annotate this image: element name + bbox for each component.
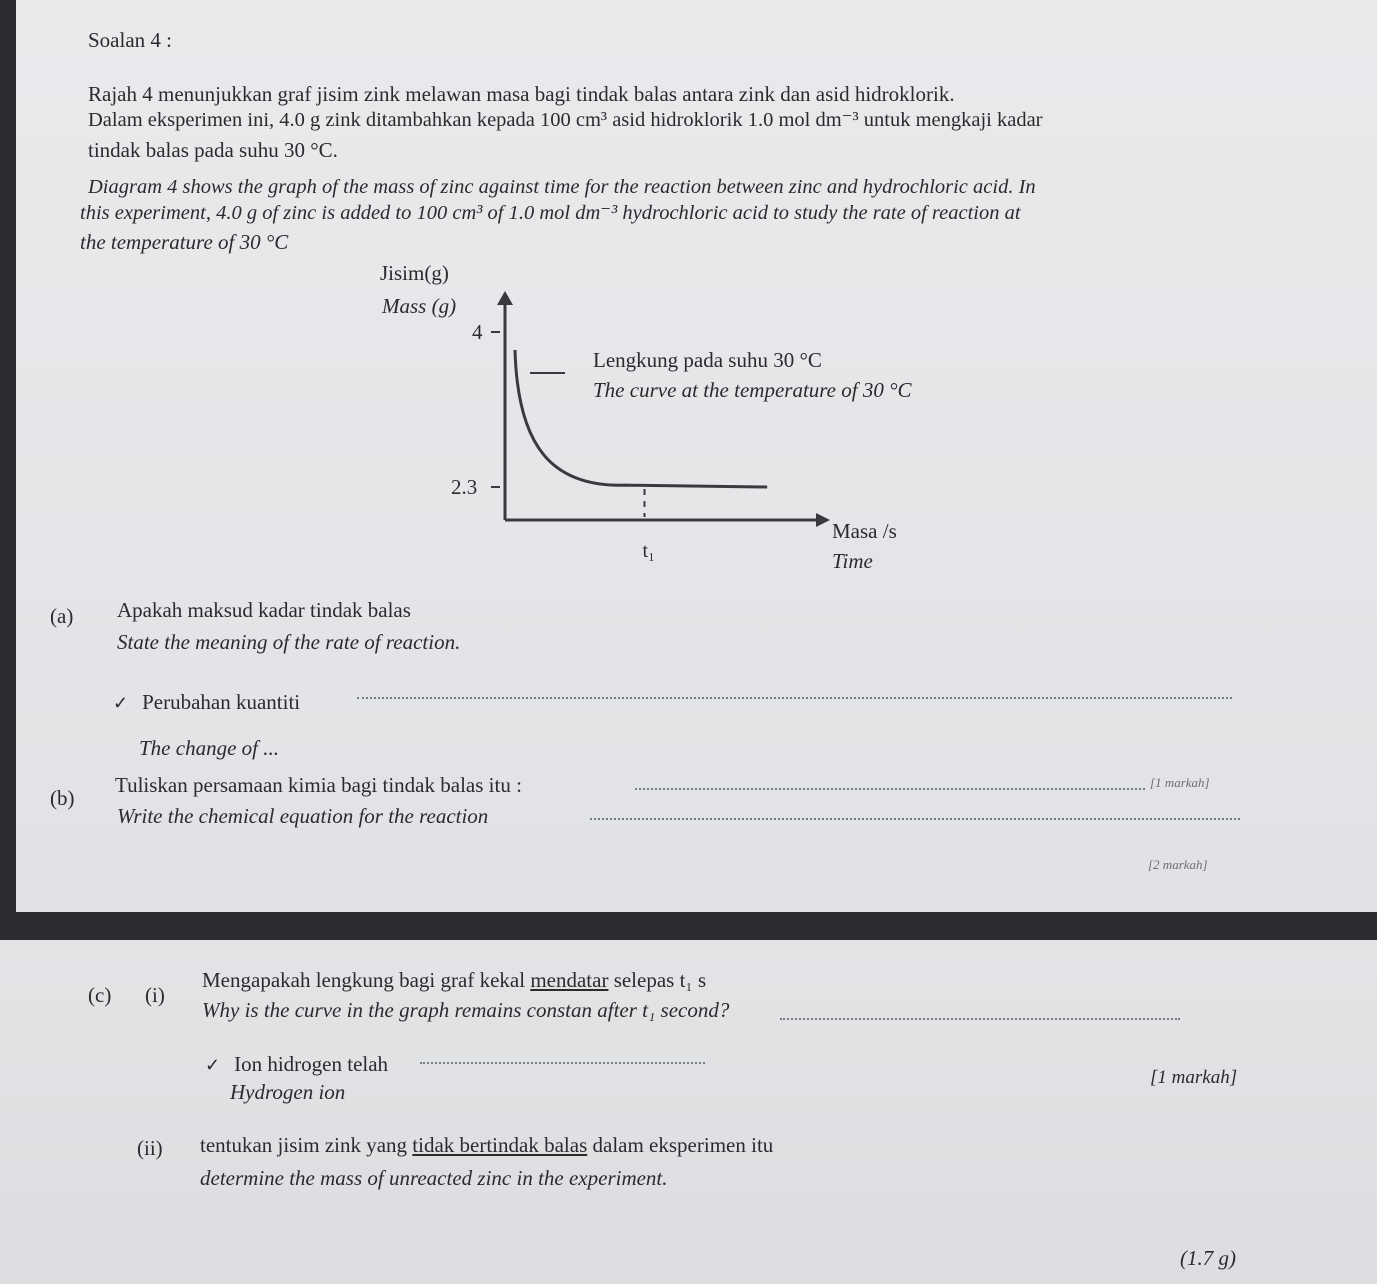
- intro-en-line3: the temperature of 30 °C: [80, 230, 289, 254]
- part-c-ii-question-en: determine the mass of unreacted zinc in the experiment.: [200, 1166, 668, 1190]
- part-b-marks: [2 markah]: [1148, 857, 1208, 872]
- part-a-marks: [1 markah]: [1150, 775, 1210, 790]
- x-axis-label-en: Time: [832, 549, 873, 573]
- intro-ms-line1: Rajah 4 menunjukkan graf jisim zink melawan masa bagi tindak balas antara zink dan asid hidroklorik.: [88, 82, 955, 106]
- intro-en-line1: Diagram 4 shows the graph of the mass of zinc against time for the reaction between zinc and hydrochloric acid. In: [88, 176, 1036, 198]
- y-axis-label-en: Mass (g): [382, 294, 457, 318]
- intro-ms-line2: Dalam eksperimen ini, 4.0 g zink ditambahkan kepada 100 cm³ asid hidroklorik 1.0 mol dm⁻³ untuk mengkaji kadar: [88, 109, 1043, 131]
- part-c-i-hint-ms: ✓ Ion hidrogen telah: [205, 1054, 388, 1075]
- part-a-hint-ms: ✓ Perubahan kuantiti: [113, 692, 300, 713]
- part-c-i-answer-line-1[interactable]: [780, 1018, 1180, 1020]
- part-c-i-label: (i): [145, 983, 165, 1007]
- y-axis-label-ms: Jisim(g): [380, 261, 449, 285]
- x-axis-arrow: [816, 513, 830, 527]
- x-axis-label-ms: Masa /s: [832, 519, 897, 543]
- part-b-question-en: Write the chemical equation for the reaction: [117, 804, 489, 828]
- part-c-ii-question-ms: tentukan jisim zink yang tidak bertindak balas dalam eksperimen itu: [200, 1133, 774, 1157]
- part-a-answer-line[interactable]: [357, 697, 1232, 699]
- question-title: Soalan 4 :: [88, 28, 172, 52]
- y-tick-label-4: 4: [472, 320, 483, 344]
- part-a-question-en: State the meaning of the rate of reaction.: [117, 630, 461, 654]
- intro-en-line2: this experiment, 4.0 g of zinc is added to 100 cm³ of 1.0 mol dm⁻³ hydrochloric acid to study the rate of reaction at: [80, 202, 1021, 224]
- part-c-i-answer-line-2[interactable]: [420, 1062, 705, 1064]
- mass-time-graph: [360, 255, 1020, 585]
- part-b-label: (b): [50, 786, 75, 810]
- part-c-i-hint-en: Hydrogen ion: [230, 1080, 346, 1104]
- part-a-question-ms: Apakah maksud kadar tindak balas: [117, 598, 411, 622]
- part-a-hint-en: The change of ...: [139, 736, 279, 760]
- part-b-question-ms: Tuliskan persamaan kimia bagi tindak balas itu :: [115, 773, 522, 797]
- part-c-ii-label: (ii): [137, 1136, 163, 1160]
- y-tick-label-2-3: 2.3: [451, 475, 478, 499]
- part-a-label: (a): [50, 604, 74, 628]
- part-c-i-marks: [1 markah]: [1150, 1067, 1238, 1088]
- x-tick-label-t1: t₁: [642, 540, 656, 562]
- part-b-answer-line-2[interactable]: [590, 818, 1240, 820]
- part-c-i-question-ms: Mengapakah lengkung bagi graf kekal mendatar selepas t₁ s: [202, 968, 707, 992]
- y-axis-arrow: [497, 291, 513, 305]
- part-b-answer-line-1[interactable]: [635, 788, 1145, 790]
- legend-line2: The curve at the temperature of 30 °C: [593, 378, 912, 402]
- part-c-ii-answer: (1.7 g): [1180, 1246, 1236, 1270]
- legend-line1: Lengkung pada suhu 30 °C: [593, 348, 822, 372]
- part-c-i-question-en: Why is the curve in the graph remains constan after t₁ second?: [202, 998, 730, 1022]
- part-c-label: (c): [88, 983, 112, 1007]
- intro-ms-line3: tindak balas pada suhu 30 °C.: [88, 138, 338, 162]
